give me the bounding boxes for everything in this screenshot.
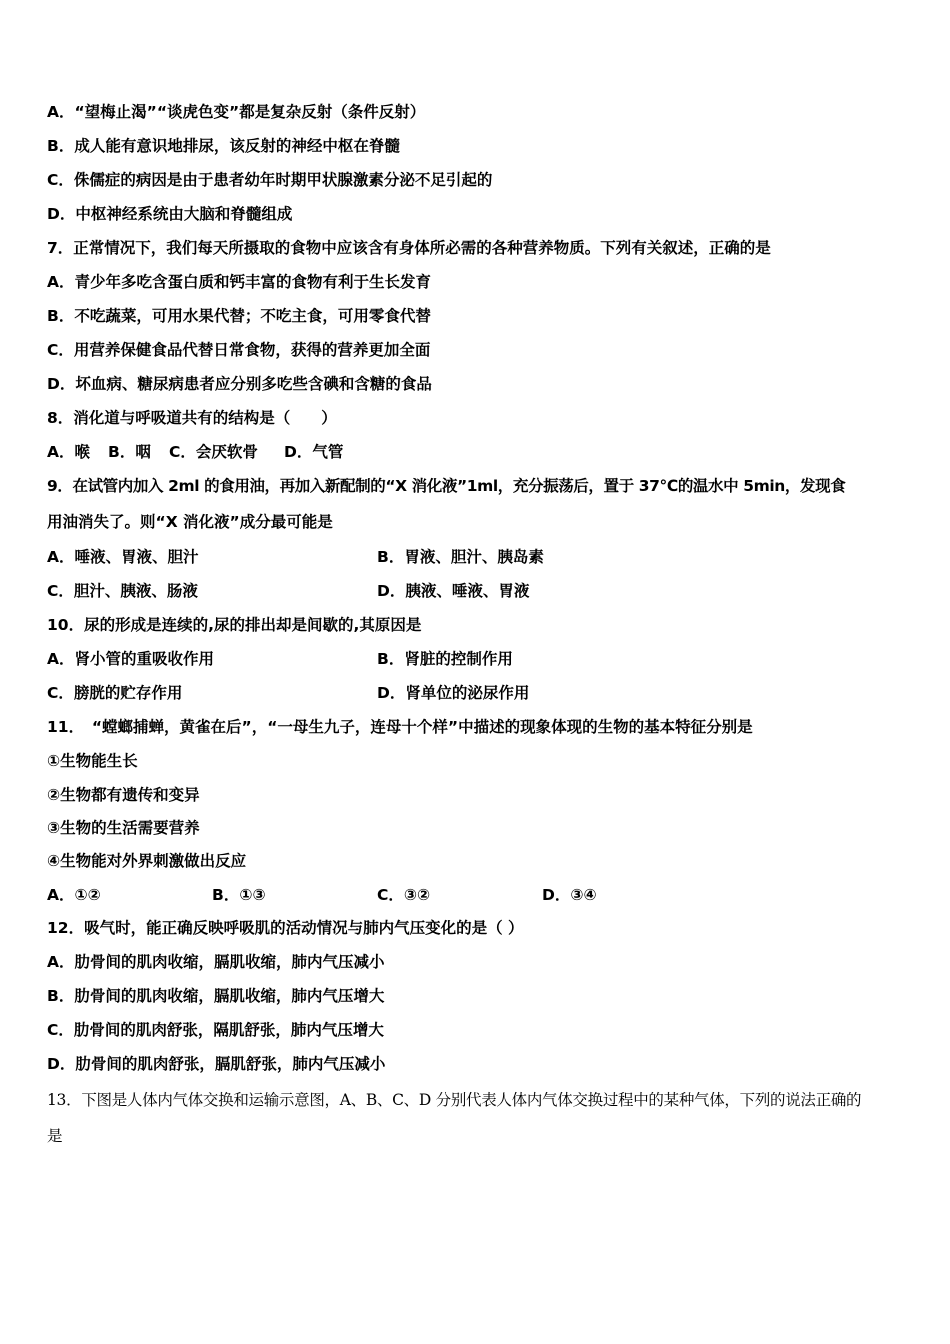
- q11-option-c: C．③②: [377, 886, 431, 904]
- q10-option-d: D．肾单位的泌尿作用: [377, 684, 530, 702]
- q10-stem: 10．尿的形成是连续的,尿的排出却是间歇的,其原因是: [47, 616, 422, 634]
- q10-option-c: C．膀胱的贮存作用: [47, 684, 183, 702]
- q7-option-b: B．不吃蔬菜，可用水果代替；不吃主食，可用零食代替: [47, 307, 431, 325]
- q9-stem-line1: 9．在试管内加入 2ml 的食用油，再加入新配制的“X 消化液”1ml，充分振荡后，置于 37℃的温水中 5min，发现食: [47, 477, 846, 495]
- q8-option-c: C．会厌软骨: [169, 443, 258, 461]
- q7-option-c: C．用营养保健食品代替日常食物，获得的营养更加全面: [47, 341, 431, 359]
- q9-option-b: B．胃液、胆汁、胰岛素: [377, 548, 544, 566]
- q12-option-c: C．肋骨间的肌肉舒张，隔肌舒张，肺内气压增大: [47, 1021, 384, 1039]
- q11-item-1: ①生物能生长: [47, 752, 138, 770]
- q6-option-b: B．成人能有意识地排尿，该反射的神经中枢在脊髓: [47, 137, 400, 155]
- q12-option-b: B．肋骨间的肌肉收缩，膈肌收缩，肺内气压增大: [47, 987, 385, 1005]
- q8-stem: 8．消化道与呼吸道共有的结构是（ ）: [47, 409, 337, 427]
- q7-option-a: A．青少年多吃含蛋白质和钙丰富的食物有利于生长发育: [47, 273, 431, 291]
- q6-option-d: D．中枢神经系统由大脑和脊髓组成: [47, 205, 293, 223]
- q9-option-d: D．胰液、唾液、胃液: [377, 582, 530, 600]
- q12-option-d: D．肋骨间的肌肉舒张，膈肌舒张，肺内气压减小: [47, 1055, 386, 1073]
- q11-option-a: A．①②: [47, 886, 101, 904]
- q9-option-a: A．唾液、胃液、胆汁: [47, 548, 199, 566]
- q7-stem: 7．正常情况下，我们每天所摄取的食物中应该含有身体所必需的各种营养物质。下列有关叙述，正确的是: [47, 239, 771, 257]
- q11-option-b: B．①③: [212, 886, 266, 904]
- q10-option-a: A．肾小管的重吸收作用: [47, 650, 214, 668]
- q12-stem: 12．吸气时，能正确反映呼吸肌的活动情况与肺内气压变化的是（ ）: [47, 919, 524, 937]
- q8-option-b: B．咽: [108, 443, 151, 461]
- q11-stem: 11． “螳螂捕蝉，黄雀在后”，“一母生九子，连母十个样”中描述的现象体现的生物的基本特征分别是: [47, 718, 753, 736]
- q13-stem-line1: 13．下图是人体内气体交换和运输示意图，A、B、C、D 分别代表人体内气体交换过程中的某种气体，下列的说法正确的: [47, 1091, 862, 1109]
- q6-option-a: A．“望梅止渴”“谈虎色变”都是复杂反射（条件反射）: [47, 103, 426, 121]
- q12-option-a: A．肋骨间的肌肉收缩，膈肌收缩，肺内气压减小: [47, 953, 385, 971]
- q9-option-c: C．胆汁、胰液、肠液: [47, 582, 198, 600]
- q10-option-b: B．肾脏的控制作用: [377, 650, 513, 668]
- q11-item-3: ③生物的生活需要营养: [47, 819, 200, 837]
- q9-stem-line2: 用油消失了。则“X 消化液”成分最可能是: [47, 513, 333, 531]
- q11-item-4: ④生物能对外界刺激做出反应: [47, 852, 247, 870]
- q6-option-c: C．侏儒症的病因是由于患者幼年时期甲状腺激素分泌不足引起的: [47, 171, 493, 189]
- q11-item-2: ②生物都有遗传和变异: [47, 786, 200, 804]
- q8-option-d: D．气管: [284, 443, 344, 461]
- q11-option-d: D．③④: [542, 886, 597, 904]
- q8-option-a: A．喉: [47, 443, 90, 461]
- q7-option-d: D．坏血病、糖尿病患者应分别多吃些含碘和含糖的食品: [47, 375, 432, 393]
- q13-stem-line2: 是: [47, 1127, 63, 1145]
